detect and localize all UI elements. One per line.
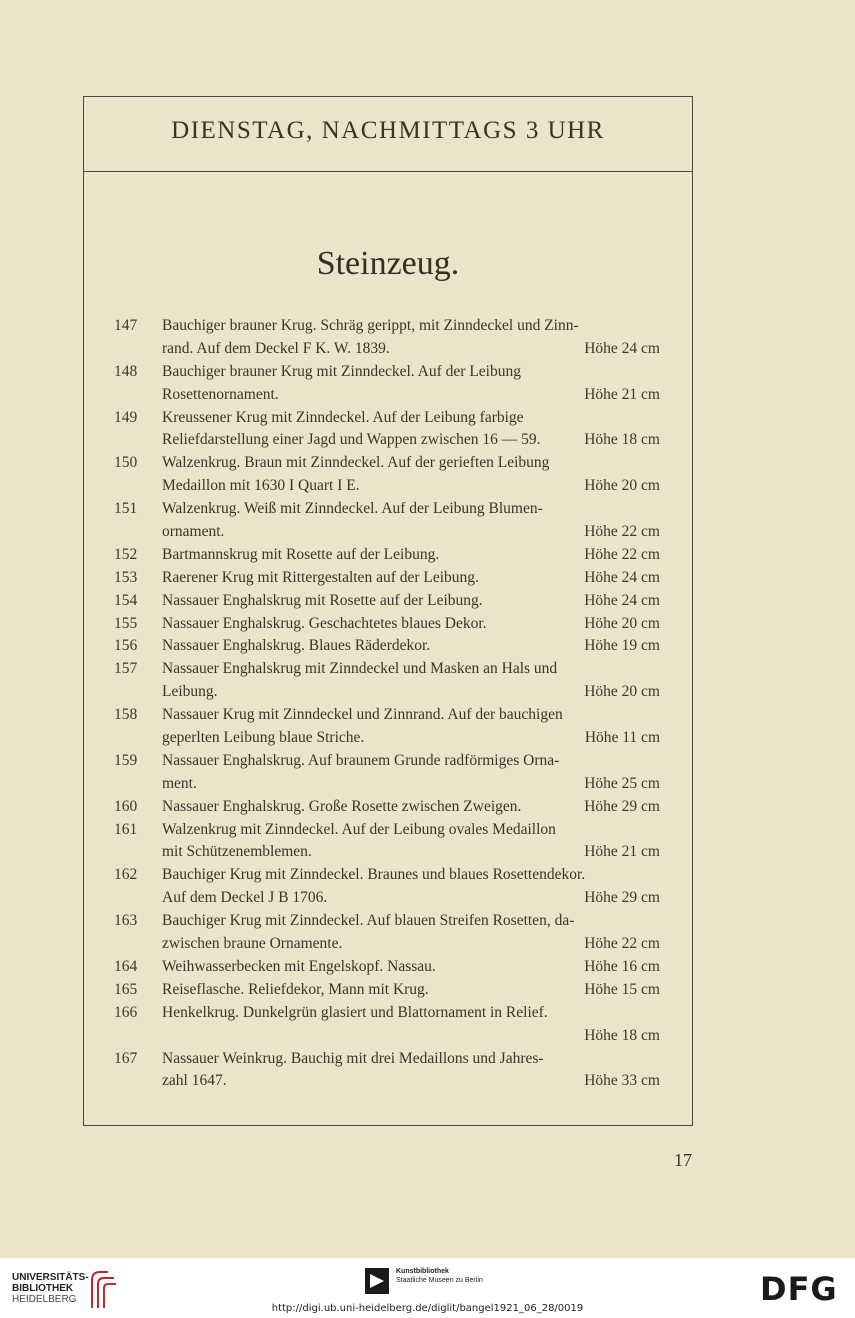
lot-description: ornament.	[162, 523, 225, 541]
lot-description: Bauchiger brauner Krug mit Zinndeckel. Auf der Leibung	[162, 362, 521, 380]
lot-description: Nassauer Enghalskrug. Auf braunem Grunde radförmiges Orna-	[162, 751, 560, 769]
lot-description: Raerener Krug mit Rittergestalten auf der Leibung.	[162, 568, 479, 586]
entry-line	[84, 819, 692, 842]
entry-line	[84, 635, 692, 658]
lot-height: Höhe 22 cm	[584, 935, 660, 953]
catalog-entry	[84, 613, 692, 636]
entry-line	[84, 567, 692, 590]
lot-description: ment.	[162, 774, 197, 792]
catalog-entry	[84, 590, 692, 613]
lot-description: Bartmannskrug mit Rosette auf der Leibung.	[162, 545, 440, 563]
lot-description: Rosettenornament.	[162, 385, 279, 403]
lot-number: 157	[114, 660, 138, 678]
catalog-entry	[84, 910, 692, 956]
entry-line	[84, 590, 692, 613]
catalog-entry	[84, 635, 692, 658]
lot-description: Walzenkrug. Braun mit Zinndeckel. Auf der gerieften Leibung	[162, 454, 550, 472]
entry-line	[84, 452, 692, 475]
catalog-entries	[84, 315, 692, 1093]
entry-line	[84, 429, 692, 452]
lot-number: 159	[114, 751, 138, 769]
entry-line	[84, 773, 692, 796]
page-number: 17	[674, 1150, 692, 1170]
lot-height: Höhe 18 cm	[584, 1026, 660, 1044]
lot-description: zwischen braune Ornamente.	[162, 935, 343, 953]
entry-line	[84, 1070, 692, 1093]
lot-height: Höhe 20 cm	[584, 477, 660, 495]
lot-number: 163	[114, 912, 138, 930]
lot-height: Höhe 25 cm	[584, 774, 660, 792]
lot-description: Auf dem Deckel J B 1706.	[162, 889, 328, 907]
lot-description: Henkelkrug. Dunkelgrün glasiert und Blattornament in Relief.	[162, 1003, 548, 1021]
lot-description: Nassauer Enghalskrug mit Zinndeckel und Masken an Hals und	[162, 660, 558, 678]
lot-height: Höhe 29 cm	[584, 797, 660, 815]
lot-height: Höhe 19 cm	[584, 637, 660, 655]
lot-height: Höhe 24 cm	[584, 339, 660, 357]
entry-line	[84, 864, 692, 887]
catalog-entry	[84, 1048, 692, 1094]
catalog-entry	[84, 315, 692, 361]
ub-heidelberg-wordmark[interactable]	[12, 1272, 89, 1305]
lot-description: Nassauer Enghalskrug. Geschachtetes blaues Dekor.	[162, 614, 487, 632]
lot-number: 161	[114, 820, 138, 838]
lot-number: 152	[114, 545, 138, 563]
lot-number: 155	[114, 614, 138, 632]
lot-description: Kreussener Krug mit Zinndeckel. Auf der Leibung farbige	[162, 408, 524, 426]
lot-height: Höhe 29 cm	[584, 889, 660, 907]
kunstbibliothek-wordmark	[396, 1267, 483, 1285]
lot-description: Nassauer Enghalskrug. Große Rosette zwischen Zweigen.	[162, 797, 522, 815]
lot-number: 160	[114, 797, 138, 815]
entry-line	[84, 841, 692, 864]
entry-line	[84, 544, 692, 567]
lot-number: 158	[114, 706, 138, 724]
lot-number: 165	[114, 980, 138, 998]
entry-line	[84, 796, 692, 819]
entry-line	[84, 727, 692, 750]
lot-height: Höhe 20 cm	[584, 614, 660, 632]
entry-line	[84, 361, 692, 384]
catalog-entry	[84, 498, 692, 544]
lot-number: 153	[114, 568, 138, 586]
lot-description: Reiseflasche. Reliefdekor, Mann mit Krug.	[162, 980, 429, 998]
lot-description: geperlten Leibung blaue Striche.	[162, 729, 365, 747]
entry-line	[84, 521, 692, 544]
page-frame	[83, 96, 693, 1126]
lot-height: Höhe 11 cm	[584, 729, 660, 747]
lot-number: 166	[114, 1003, 138, 1021]
lot-number: 162	[114, 866, 138, 884]
entry-line	[84, 613, 692, 636]
lot-description: Nassauer Krug mit Zinndeckel und Zinnrand. Auf der bauchigen	[162, 706, 563, 724]
lot-description: Leibung.	[162, 683, 218, 701]
catalog-entry	[84, 407, 692, 453]
entry-line	[84, 979, 692, 1002]
lot-description: Bauchiger Krug mit Zinndeckel. Auf blauen Streifen Rosetten, da-	[162, 912, 575, 930]
lot-description: Medaillon mit 1630 I Quart I E.	[162, 477, 360, 495]
lot-height: Höhe 21 cm	[584, 843, 660, 861]
catalog-entry	[84, 544, 692, 567]
lot-description: Walzenkrug. Weiß mit Zinndeckel. Auf der Leibung Blumen-	[162, 500, 543, 518]
permalink-url[interactable]: http://digi.ub.uni-heidelberg.de/diglit/bangel1921_06_28/0019	[271, 1303, 584, 1314]
lot-description: Nassauer Weinkrug. Bauchig mit drei Medaillons und Jahres-	[162, 1049, 544, 1067]
header-band	[84, 97, 692, 172]
ub-line-2: BIBLIOTHEK	[12, 1283, 74, 1294]
entry-line	[84, 887, 692, 910]
entry-line	[84, 933, 692, 956]
lot-number: 149	[114, 408, 138, 426]
catalog-entry	[84, 452, 692, 498]
ub-line-3: HEIDELBERG	[12, 1294, 77, 1305]
catalog-entry	[84, 750, 692, 796]
lot-height: Höhe 18 cm	[584, 431, 660, 449]
lot-number: 167	[114, 1049, 138, 1067]
entry-line	[84, 910, 692, 933]
entry-line	[84, 681, 692, 704]
catalog-entry	[84, 864, 692, 910]
entry-line	[84, 704, 692, 727]
catalog-entry	[84, 704, 692, 750]
entry-line	[84, 315, 692, 338]
lot-description: Reliefdarstellung einer Jagd und Wappen zwischen 16 — 59.	[162, 431, 541, 449]
entry-line	[84, 338, 692, 361]
kb-title: Kunstbibliothek	[396, 1268, 449, 1275]
lot-description: Walzenkrug mit Zinndeckel. Auf der Leibung ovales Medaillon	[162, 820, 556, 838]
entry-line	[84, 407, 692, 430]
lot-description: Bauchiger Krug mit Zinndeckel. Braunes und blaues Rosettendekor.	[162, 866, 586, 884]
lot-description: mit Schützenemblemen.	[162, 843, 312, 861]
entry-line	[84, 658, 692, 681]
kb-subtitle: Staatliche Museen zu Berlin	[396, 1277, 483, 1284]
lot-height: Höhe 16 cm	[584, 957, 660, 975]
ub-line-1: UNIVERSITÄTS-	[12, 1272, 89, 1283]
lot-height: Höhe 20 cm	[584, 683, 660, 701]
lot-number: 154	[114, 591, 138, 609]
catalog-entry	[84, 819, 692, 865]
lot-number: 156	[114, 637, 138, 655]
entry-line	[84, 1025, 692, 1048]
lot-number: 150	[114, 454, 138, 472]
entry-line	[84, 956, 692, 979]
catalog-entry	[84, 567, 692, 590]
lot-number: 147	[114, 317, 138, 334]
lot-number: 164	[114, 957, 138, 975]
catalog-entry	[84, 1002, 692, 1048]
lot-number: 151	[114, 500, 138, 518]
catalog-entry	[84, 658, 692, 704]
kunstbibliothek-logo-icon[interactable]	[365, 1268, 389, 1294]
entry-line	[84, 475, 692, 498]
lot-number: 148	[114, 362, 138, 380]
section-title: Steinzeug.	[316, 245, 460, 282]
lot-description: zahl 1647.	[162, 1072, 227, 1090]
lot-description: Nassauer Enghalskrug. Blaues Räderdekor.	[162, 637, 431, 655]
lot-description: rand. Auf dem Deckel F K. W. 1839.	[162, 339, 390, 357]
lot-height: Höhe 22 cm	[584, 545, 660, 563]
entry-line	[84, 1048, 692, 1071]
lot-height: Höhe 33 cm	[584, 1072, 660, 1090]
entry-line	[84, 498, 692, 521]
catalog-entry	[84, 979, 692, 1002]
catalog-entry	[84, 956, 692, 979]
catalog-entry	[84, 361, 692, 407]
lot-height: Höhe 22 cm	[584, 523, 660, 541]
lot-height: Höhe 15 cm	[584, 980, 660, 998]
lot-description: Nassauer Enghalskrug mit Rosette auf der Leibung.	[162, 591, 483, 609]
entry-line	[84, 1002, 692, 1025]
entry-line	[84, 384, 692, 407]
lot-height: Höhe 24 cm	[584, 568, 660, 586]
lot-description: Weihwasserbecken mit Engelskopf. Nassau.	[162, 957, 436, 975]
lot-height: Höhe 21 cm	[584, 385, 660, 403]
entry-line	[84, 750, 692, 773]
catalog-entry	[84, 796, 692, 819]
auction-session-title: DIENSTAG, NACHMITTAGS 3 UHR	[171, 117, 605, 144]
dfg-logo[interactable]: DFG	[760, 1270, 838, 1308]
lot-description: Bauchiger brauner Krug. Schräg gerippt, mit Zinndeckel und Zinn-	[162, 317, 579, 334]
lot-height: Höhe 24 cm	[584, 591, 660, 609]
viewer-footer	[0, 1258, 855, 1318]
